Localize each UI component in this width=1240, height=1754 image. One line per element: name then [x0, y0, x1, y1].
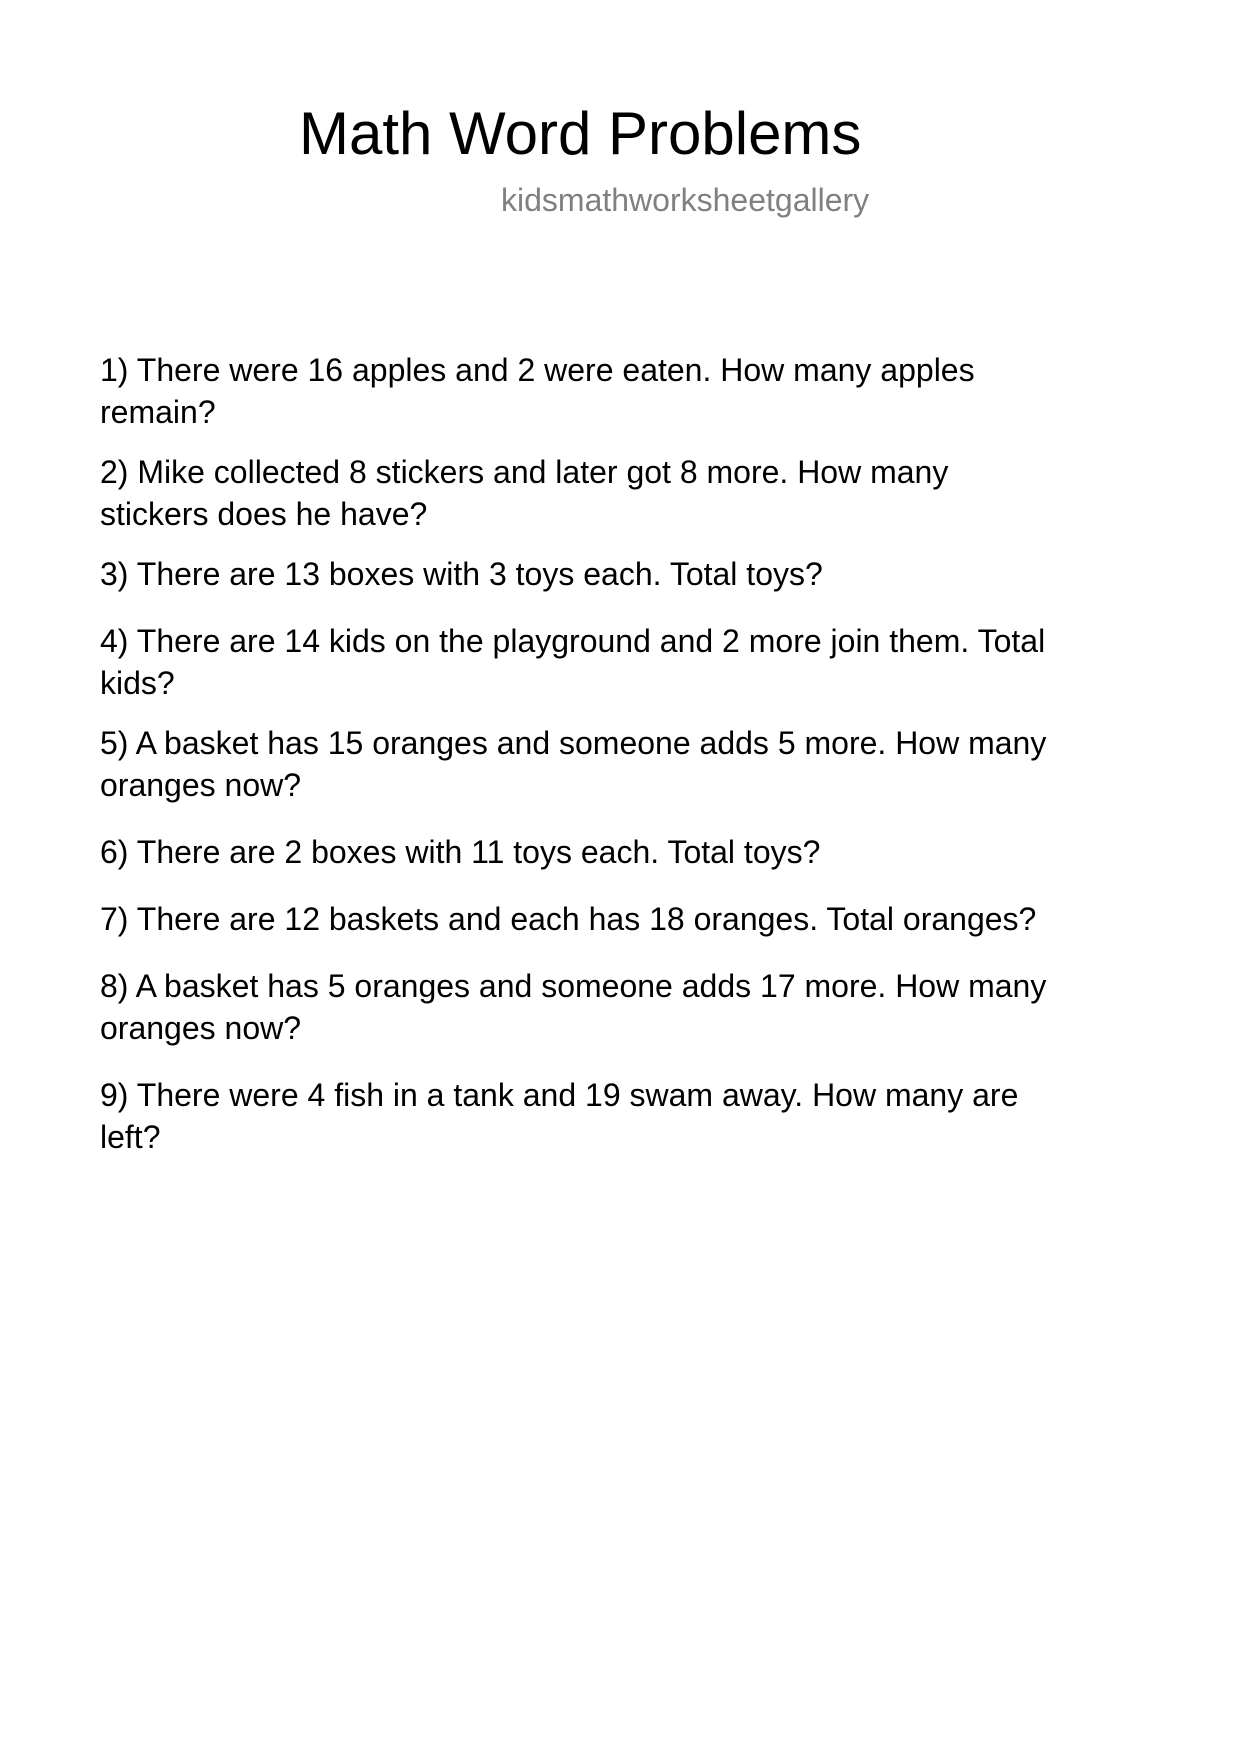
problem-6	[100, 831, 1200, 873]
problem-line: 3) There are 13 boxes with 3 toys each. Total toys?	[100, 556, 823, 592]
problem-line: 6) There are 2 boxes with 11 toys each. Total toys?	[100, 834, 821, 870]
problem-line: 4) There are 14 kids on the playground and 2 more join them. Total	[100, 623, 1046, 659]
problem-8	[100, 965, 1200, 1049]
problem-5	[100, 722, 1200, 806]
problem-line: stickers does he have?	[100, 496, 428, 532]
page-subtitle: kidsmathworksheetgallery	[501, 182, 870, 218]
problem-line: left?	[100, 1119, 161, 1155]
problem-line: 2) Mike collected 8 stickers and later got 8 more. How many	[100, 454, 949, 490]
problem-line: remain?	[100, 394, 216, 430]
problem-line: 1) There were 16 apples and 2 were eaten. How many apples	[100, 352, 975, 388]
problem-9	[100, 1074, 1200, 1158]
problem-7	[100, 898, 1200, 940]
problem-line: 7) There are 12 baskets and each has 18 oranges. Total oranges?	[100, 901, 1037, 937]
problem-line: oranges now?	[100, 1010, 302, 1046]
problem-2	[100, 451, 1200, 535]
problem-1	[100, 349, 1200, 433]
problem-line: oranges now?	[100, 767, 302, 803]
problem-line: kids?	[100, 665, 175, 701]
problem-line: 9) There were 4 fish in a tank and 19 swam away. How many are	[100, 1077, 1019, 1113]
problem-line: 5) A basket has 15 oranges and someone adds 5 more. How many	[100, 725, 1047, 761]
problem-4	[100, 620, 1200, 704]
problem-line: 8) A basket has 5 oranges and someone adds 17 more. How many	[100, 968, 1047, 1004]
page-title: Math Word Problems	[299, 100, 862, 167]
problem-3	[100, 553, 1200, 595]
